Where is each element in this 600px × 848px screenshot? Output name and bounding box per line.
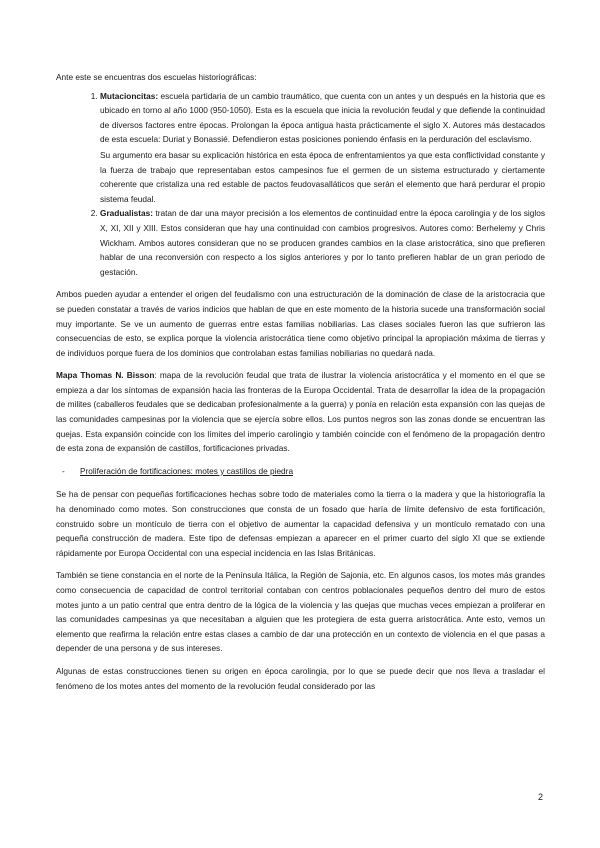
mutacionistas-description: escuela partidaria de un cambio traumático, que cuenta con un antes y un después en la historia que es ubicado en torno al año 1000 (950-1050). Esta es la escuela que inicia la revolución feudal y que defiende la continuidad de diversos factores entre épocas. Prolongan la época antigua hasta prácticamente el siglo X. Autores más destacados de esta escuela: Duriat y Bonassié. Defendieron estas posiciones poniendo énfasis en la perduración del esclavismo. <box>100 90 545 145</box>
document-page <box>56 70 545 701</box>
list-item-gradualistas <box>100 206 545 279</box>
term-mutacionistas: Mutacioncitas: <box>100 90 159 101</box>
gradualistas-description: tratan de dar una mayor precisión a los elementos de continuidad entre la época carolingia y de los siglos X, XI, XII y XIII. Estos consideran que hay una continuidad con cambios progresivos. Autores como: Berhelemy y Chris Wickham. Ambos autores consideran que no se producen grandes cambios en la clase aristocrática, sino que prefieren hablar de una reconversión con respecto a los siglos anteriores y por lo tanto prefieren hablar de un gran periodo de gestación. <box>100 208 545 277</box>
term-gradualistas: Gradualistas: <box>100 208 154 219</box>
list-item-mutacionistas <box>100 89 545 207</box>
section-title: Proliferación de fortificaciones: motes y castillos de piedra <box>80 465 294 476</box>
origin-paragraph: Ambos pueden ayudar a entender el origen del feudalismo con una estructuración de la dominación de clase de la aristocracia que se pueden constatar a través de varios indicios que hablan de que en este momento de la historia sucede una transformación social muy importante. Se ve un aumento de guerras entre estas familias nobiliarias. Las clases sociales fueron las que sufrieron las consecuencias de esto, se explica porque la violencia aristocrática tiene como objetivo principal la apropiación máxima de tierras y de individuos porque fuera de los dominios que controlaban estas familias nobiliarias no quedará nada. <box>56 289 545 358</box>
carolingian-paragraph: Algunas de estas construcciones tienen su origen en época carolingia, por lo que se puede decir que nos lleva a trasladar el fenómeno de los motes antes del momento de la revolución feudal considerado por las <box>56 665 545 691</box>
list-item-text <box>100 89 545 147</box>
page-number: 2 <box>538 792 544 802</box>
expansion-paragraph: También se tiene constancia en el norte de la Península Itálica, la Región de Sajonia, etc. En algunos casos, los motes más grandes como consecuencia de capacidad de control territorial contaban con centros poblacionales pequeños dentro del muro de estos motes junto a un patio central que entra dentro de la lógica de la violencia y las quejas que muchas veces empiezan a proliferar en las comunidades campesinas ya que necesitaban a alguien que les protegiera de esta guerra aristocrática. Ante esto, vemos un elemento que reafirma la relación entre estas clases a cambio de dar una protección en un contexto de violencia en el que pasas a depender de una persona y de sus intereses. <box>56 570 545 654</box>
section-heading <box>56 464 545 479</box>
intro-paragraph: Ante este se encuentras dos escuelas historiográficas: <box>56 72 257 82</box>
bisson-description: : mapa de la revolución feudal que trata de ilustrar la violencia aristocrática y el momento en el que se empieza a dar los síntomas de expansión hacia las fronteras de la Europa Occidental. Trata de desarrollar la idea de la propagación de milites (caballeros feudales que se dedicaban profesionalmente a la guerra) y ponía en relación esta expansión con las quejas de las comunidades campesinas por la violencia que se ejercía sobre ellos. Los puntos negros son las zonas donde se encuentran las quejas. Esta expansión coincide con los límites del imperio carolingio y también coincide con el fenómeno de la propagación dentro de esta zona de expansión de castillos, fortificaciones privadas. <box>56 370 545 454</box>
section-bullet: - <box>62 465 65 476</box>
motes-paragraph: Se ha de pensar con pequeñas fortificaciones hechas sobre todo de materiales como la tierra o la madera y que la historiografía la ha denominado como motes. Son construcciones que consta de un fosado que haría de límite defensivo de esta fortificación, construido sobre un montículo de tierra con el objetivo de aumentar la capacidad defensiva y un montículo rematado con una pequeña construcción de madera. Este tipo de defensas empiezan a aparecer en el primer cuarto del siglo XI que se extiende rápidamente por Europa Occidental con una especial incidencia en las Islas Británicas. <box>56 489 545 558</box>
bisson-term: Mapa Thomas N. Bisson <box>56 370 155 381</box>
bisson-paragraph <box>56 368 545 456</box>
mutacionistas-argument: Su argumento era basar su explicación histórica en esta época de enfrentamientos ya que esta conflictividad constante y la fuerza de trabajo que representaban estos campesinos fue el germen de un sistema estructurado y ciertamente coherente que cristaliza una red estable de pactos feudovasalláticos que serán el elemento que hará perdurar el propio sistema feudal. <box>100 149 545 204</box>
list-item-text <box>100 206 545 279</box>
schools-list <box>56 89 545 280</box>
